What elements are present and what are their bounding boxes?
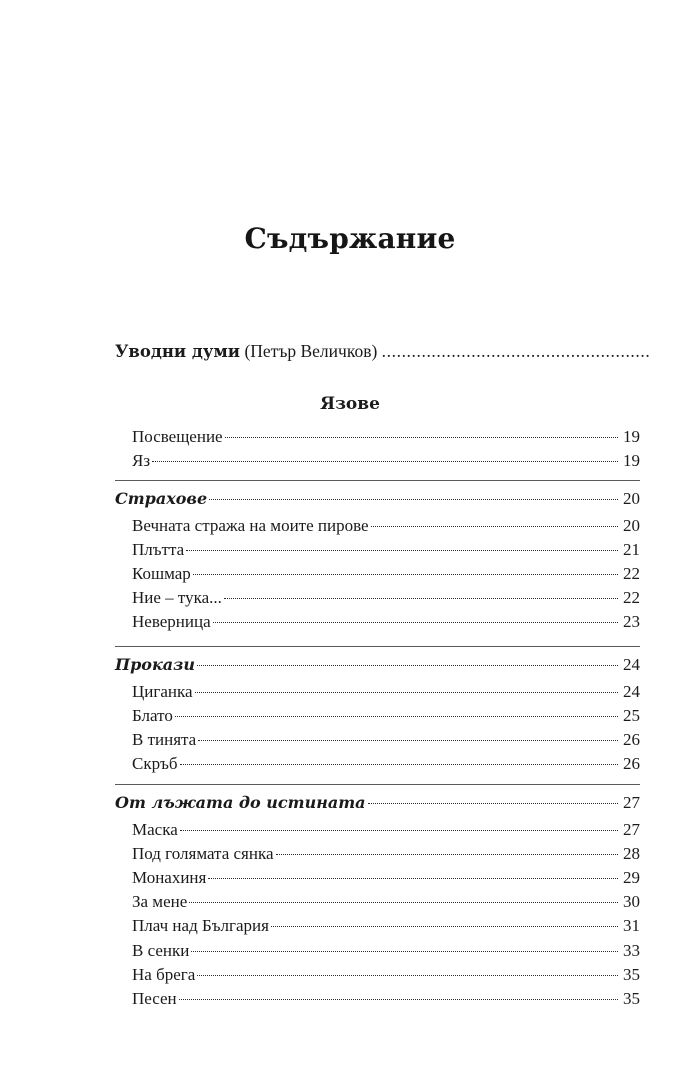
dot-leader — [198, 740, 618, 741]
dot-leader — [180, 764, 618, 765]
intro-label: Уводни думи — [115, 342, 241, 361]
page-number: 19 — [623, 451, 640, 471]
page-number: 35 — [623, 964, 640, 984]
toc-section-label: Страхове — [115, 489, 208, 508]
section-divider — [115, 480, 640, 481]
toc-entry-label: Ние – тука... — [132, 588, 222, 608]
toc-entry-label: Под голямата сянка — [132, 844, 274, 864]
dot-leader — [224, 598, 618, 599]
toc-entry-label: Циганка — [132, 682, 193, 701]
dot-leader — [152, 461, 618, 462]
dot-leader — [213, 622, 618, 623]
toc-entry — [132, 706, 640, 730]
toc-entry-label: Посвещение — [132, 427, 223, 446]
page-number: 20 — [623, 516, 640, 535]
toc-entry-label: На брега — [132, 964, 196, 984]
toc-entry — [132, 540, 640, 564]
toc-entry-label: За мене — [132, 892, 188, 912]
toc-entry — [132, 892, 640, 916]
toc-section-label: От лъжата до истината — [115, 793, 366, 812]
toc-entry-label: Песен — [132, 988, 177, 1008]
toc-entry-label: Вечната стража на моите пирове — [132, 516, 369, 535]
page-number: 29 — [623, 868, 640, 888]
toc-entry — [132, 941, 640, 965]
toc-entry-label: Плач над България — [132, 916, 269, 936]
page-number: 30 — [623, 892, 640, 912]
toc-entry — [132, 427, 640, 451]
section-divider — [115, 646, 640, 647]
toc-entry-label: Яз — [132, 451, 151, 471]
toc-entry-label: В тинята — [132, 730, 197, 750]
page-number: 25 — [623, 706, 640, 726]
toc-entry — [132, 868, 640, 892]
section-divider — [115, 784, 640, 785]
dot-leader — [191, 951, 618, 952]
dot-leader — [371, 526, 618, 527]
page-number: 24 — [623, 682, 640, 701]
toc-entry — [132, 844, 640, 868]
dot-leader — [368, 803, 618, 804]
page-number: 22 — [623, 588, 640, 608]
dot-leader — [197, 665, 618, 666]
page-number: 22 — [623, 564, 640, 584]
toc-section — [115, 793, 640, 817]
toc-entry-label: Скръб — [132, 754, 178, 774]
toc-entry — [132, 916, 640, 940]
page-number: 33 — [623, 940, 640, 960]
dot-leader — [186, 550, 618, 551]
page-number: 21 — [623, 540, 640, 560]
dot-leader — [175, 716, 618, 717]
dot-leader — [197, 975, 618, 976]
toc-entry-label: Неверница — [132, 612, 211, 632]
toc-entry — [132, 451, 640, 475]
page-number: 35 — [623, 988, 640, 1008]
toc-entry — [132, 965, 640, 989]
part-heading: Язове — [320, 394, 380, 414]
page-number: 19 — [623, 427, 640, 446]
toc-entry — [132, 564, 640, 588]
page-number: 26 — [623, 730, 640, 750]
page-number: 26 — [623, 754, 640, 774]
dot-leader — [179, 999, 618, 1000]
toc-section — [115, 655, 640, 679]
page-number: 28 — [623, 844, 640, 864]
toc-entry — [132, 612, 640, 636]
dot-leader — [225, 437, 618, 438]
toc-entry — [132, 730, 640, 754]
toc-entry-label: Монахиня — [132, 868, 207, 888]
dot-leader — [271, 926, 618, 927]
page-number: 27 — [623, 820, 640, 839]
toc-entry-label: Плътта — [132, 540, 185, 560]
toc-entry — [132, 989, 640, 1013]
page-number: 27 — [623, 793, 640, 812]
page-number: 23 — [623, 612, 640, 632]
page-number: 20 — [623, 489, 640, 508]
intro-leader: ...................................................... — [381, 341, 651, 361]
toc-entry — [132, 754, 640, 778]
dot-leader — [276, 854, 618, 855]
toc-entry — [132, 682, 640, 706]
toc-section-label: Прокази — [115, 655, 196, 674]
dot-leader — [180, 830, 618, 831]
toc-entry — [132, 588, 640, 612]
toc-section — [115, 489, 640, 513]
page-number: 31 — [623, 916, 640, 936]
dot-leader — [209, 499, 618, 500]
toc-entry-label: Кошмар — [132, 564, 191, 584]
toc-entry — [132, 516, 640, 540]
page-number: 24 — [623, 655, 640, 674]
dot-leader — [193, 574, 618, 575]
toc-entry-label: В сенки — [132, 940, 190, 960]
intro-author: (Петър Величков) — [240, 341, 382, 361]
dot-leader — [208, 878, 618, 879]
dot-leader — [195, 692, 618, 693]
dot-leader — [189, 902, 618, 903]
page-title: Съдържание — [244, 222, 456, 255]
toc-entry — [132, 820, 640, 844]
toc-entry-label: Блато — [132, 706, 173, 726]
toc-entry-label: Маска — [132, 820, 178, 839]
